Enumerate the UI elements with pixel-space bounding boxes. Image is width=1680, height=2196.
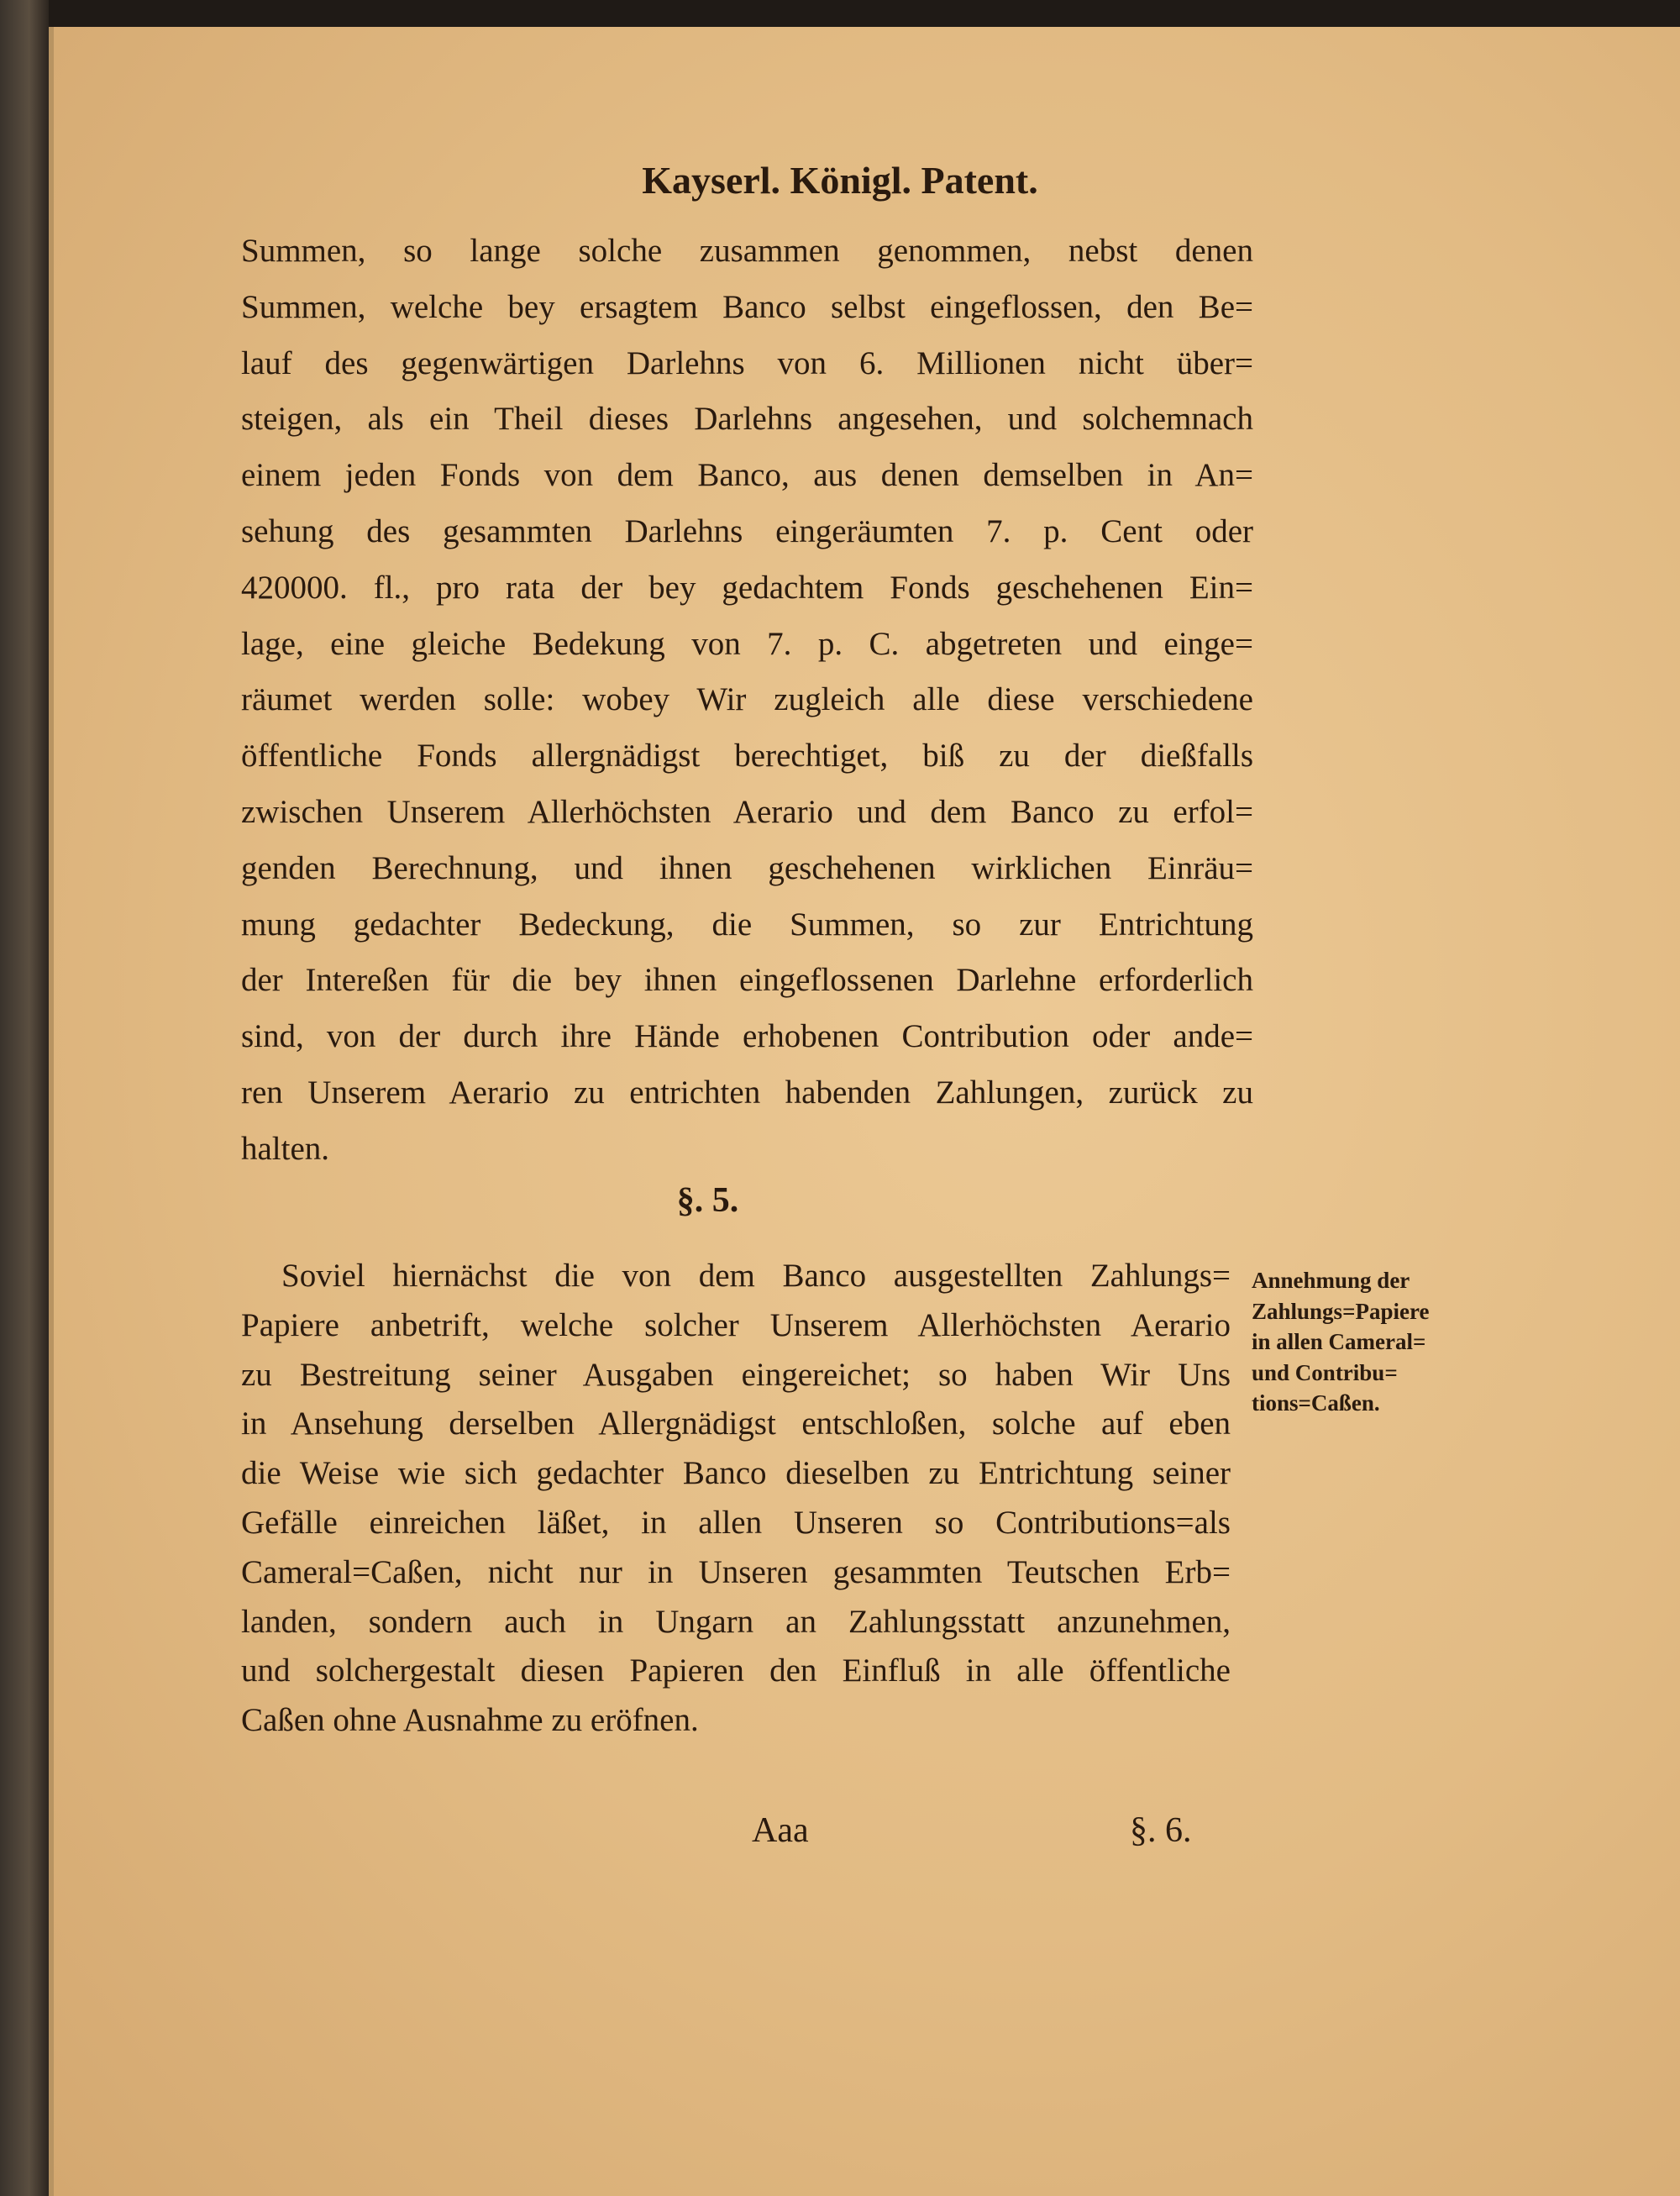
margin-note-line: Zahlungs=Papiere	[1252, 1298, 1430, 1324]
text-line: mung gedachter Bedeckung, die Summen, so zur Entrichtung	[241, 906, 1253, 943]
text-line: landen, sondern auch in Ungarn an Zahlungsstatt anzunehmen,	[241, 1603, 1231, 1640]
text-line: zwischen Unserem Allerhöchsten Aerario und dem Banco zu erfol=	[241, 794, 1253, 830]
text-line: lauf des gegenwärtigen Darlehns von 6. Millionen nicht über=	[241, 344, 1253, 381]
text-line: 420000. fl., pro rata der bey gedachtem Fonds geschehenen Ein=	[241, 569, 1253, 606]
text-line: sehung des gesammten Darlehns eingeräumten 7. p. Cent oder	[241, 513, 1253, 549]
text-line: lage, eine gleiche Bedekung von 7. p. C. abgetreten und einge=	[241, 625, 1253, 662]
text-line: Cameral=Caßen, nicht nur in Unseren gesammten Teutschen Erb=	[241, 1553, 1231, 1590]
signature-mark: Aaa	[752, 1811, 809, 1850]
section-heading: §. 5.	[676, 1181, 739, 1220]
text-line: in Ansehung derselben Allergnädigst entschloßen, solche auf eben	[241, 1405, 1231, 1442]
text-line: Caßen ohne Ausnahme zu eröfnen.	[241, 1702, 699, 1739]
page-edge	[49, 27, 54, 2196]
margin-note-line: tions=Caßen.	[1252, 1390, 1380, 1416]
scan-left-border	[0, 0, 49, 2196]
text-line: Papiere anbetrift, welche solcher Unserem Allerhöchsten Aerario	[241, 1306, 1231, 1343]
text-line: Summen, so lange solche zusammen genommen, nebst denen	[241, 233, 1253, 269]
text-line: halten.	[241, 1130, 330, 1167]
text-line: Gefälle einreichen läßet, in allen Unseren so Contributions=als	[241, 1505, 1231, 1541]
margin-note-line: und Contribu=	[1252, 1359, 1398, 1385]
running-header: Kayserl. Königl. Patent.	[642, 159, 1038, 202]
text-line: der Intereßen für die bey ihnen eingeflossenen Darlehne erforderlich	[241, 962, 1253, 999]
text-line: steigen, als ein Theil dieses Darlehns angesehen, und solchemnach	[241, 401, 1253, 438]
text-line: sind, von der durch ihre Hände erhobenen Contribution oder ande=	[241, 1018, 1253, 1055]
text-line: zu Bestreitung seiner Ausgaben eingereichet; so haben Wir Uns	[241, 1356, 1231, 1393]
text-line: Summen, welche bey ersagtem Banco selbst eingeflossen, den Be=	[241, 288, 1253, 325]
text-line: räumet werden solle: wobey Wir zugleich alle diese verschiedene	[241, 681, 1253, 718]
text-line: öffentliche Fonds allergnädigst berechtiget, biß zu der dießfalls	[241, 738, 1253, 775]
text-line: ren Unserem Aerario zu entrichten habenden Zahlungen, zurück zu	[241, 1074, 1253, 1111]
catchword: §. 6.	[1130, 1811, 1192, 1850]
text-line: einem jeden Fonds von dem Banco, aus denen demselben in An=	[241, 457, 1253, 494]
text-line: genden Berechnung, und ihnen geschehenen wirklichen Einräu=	[241, 849, 1253, 886]
text-line: Soviel hiernächst die von dem Banco ausgestellten Zahlungs=	[281, 1258, 1231, 1294]
margin-note-line: in allen Cameral=	[1252, 1329, 1426, 1354]
text-line: die Weise wie sich gedachter Banco dieselben zu Entrichtung seiner	[241, 1455, 1231, 1492]
margin-note-line: Annehmung der	[1252, 1268, 1410, 1293]
text-line: und solchergestalt diesen Papieren den Einfluß in alle öffentliche	[241, 1652, 1231, 1689]
